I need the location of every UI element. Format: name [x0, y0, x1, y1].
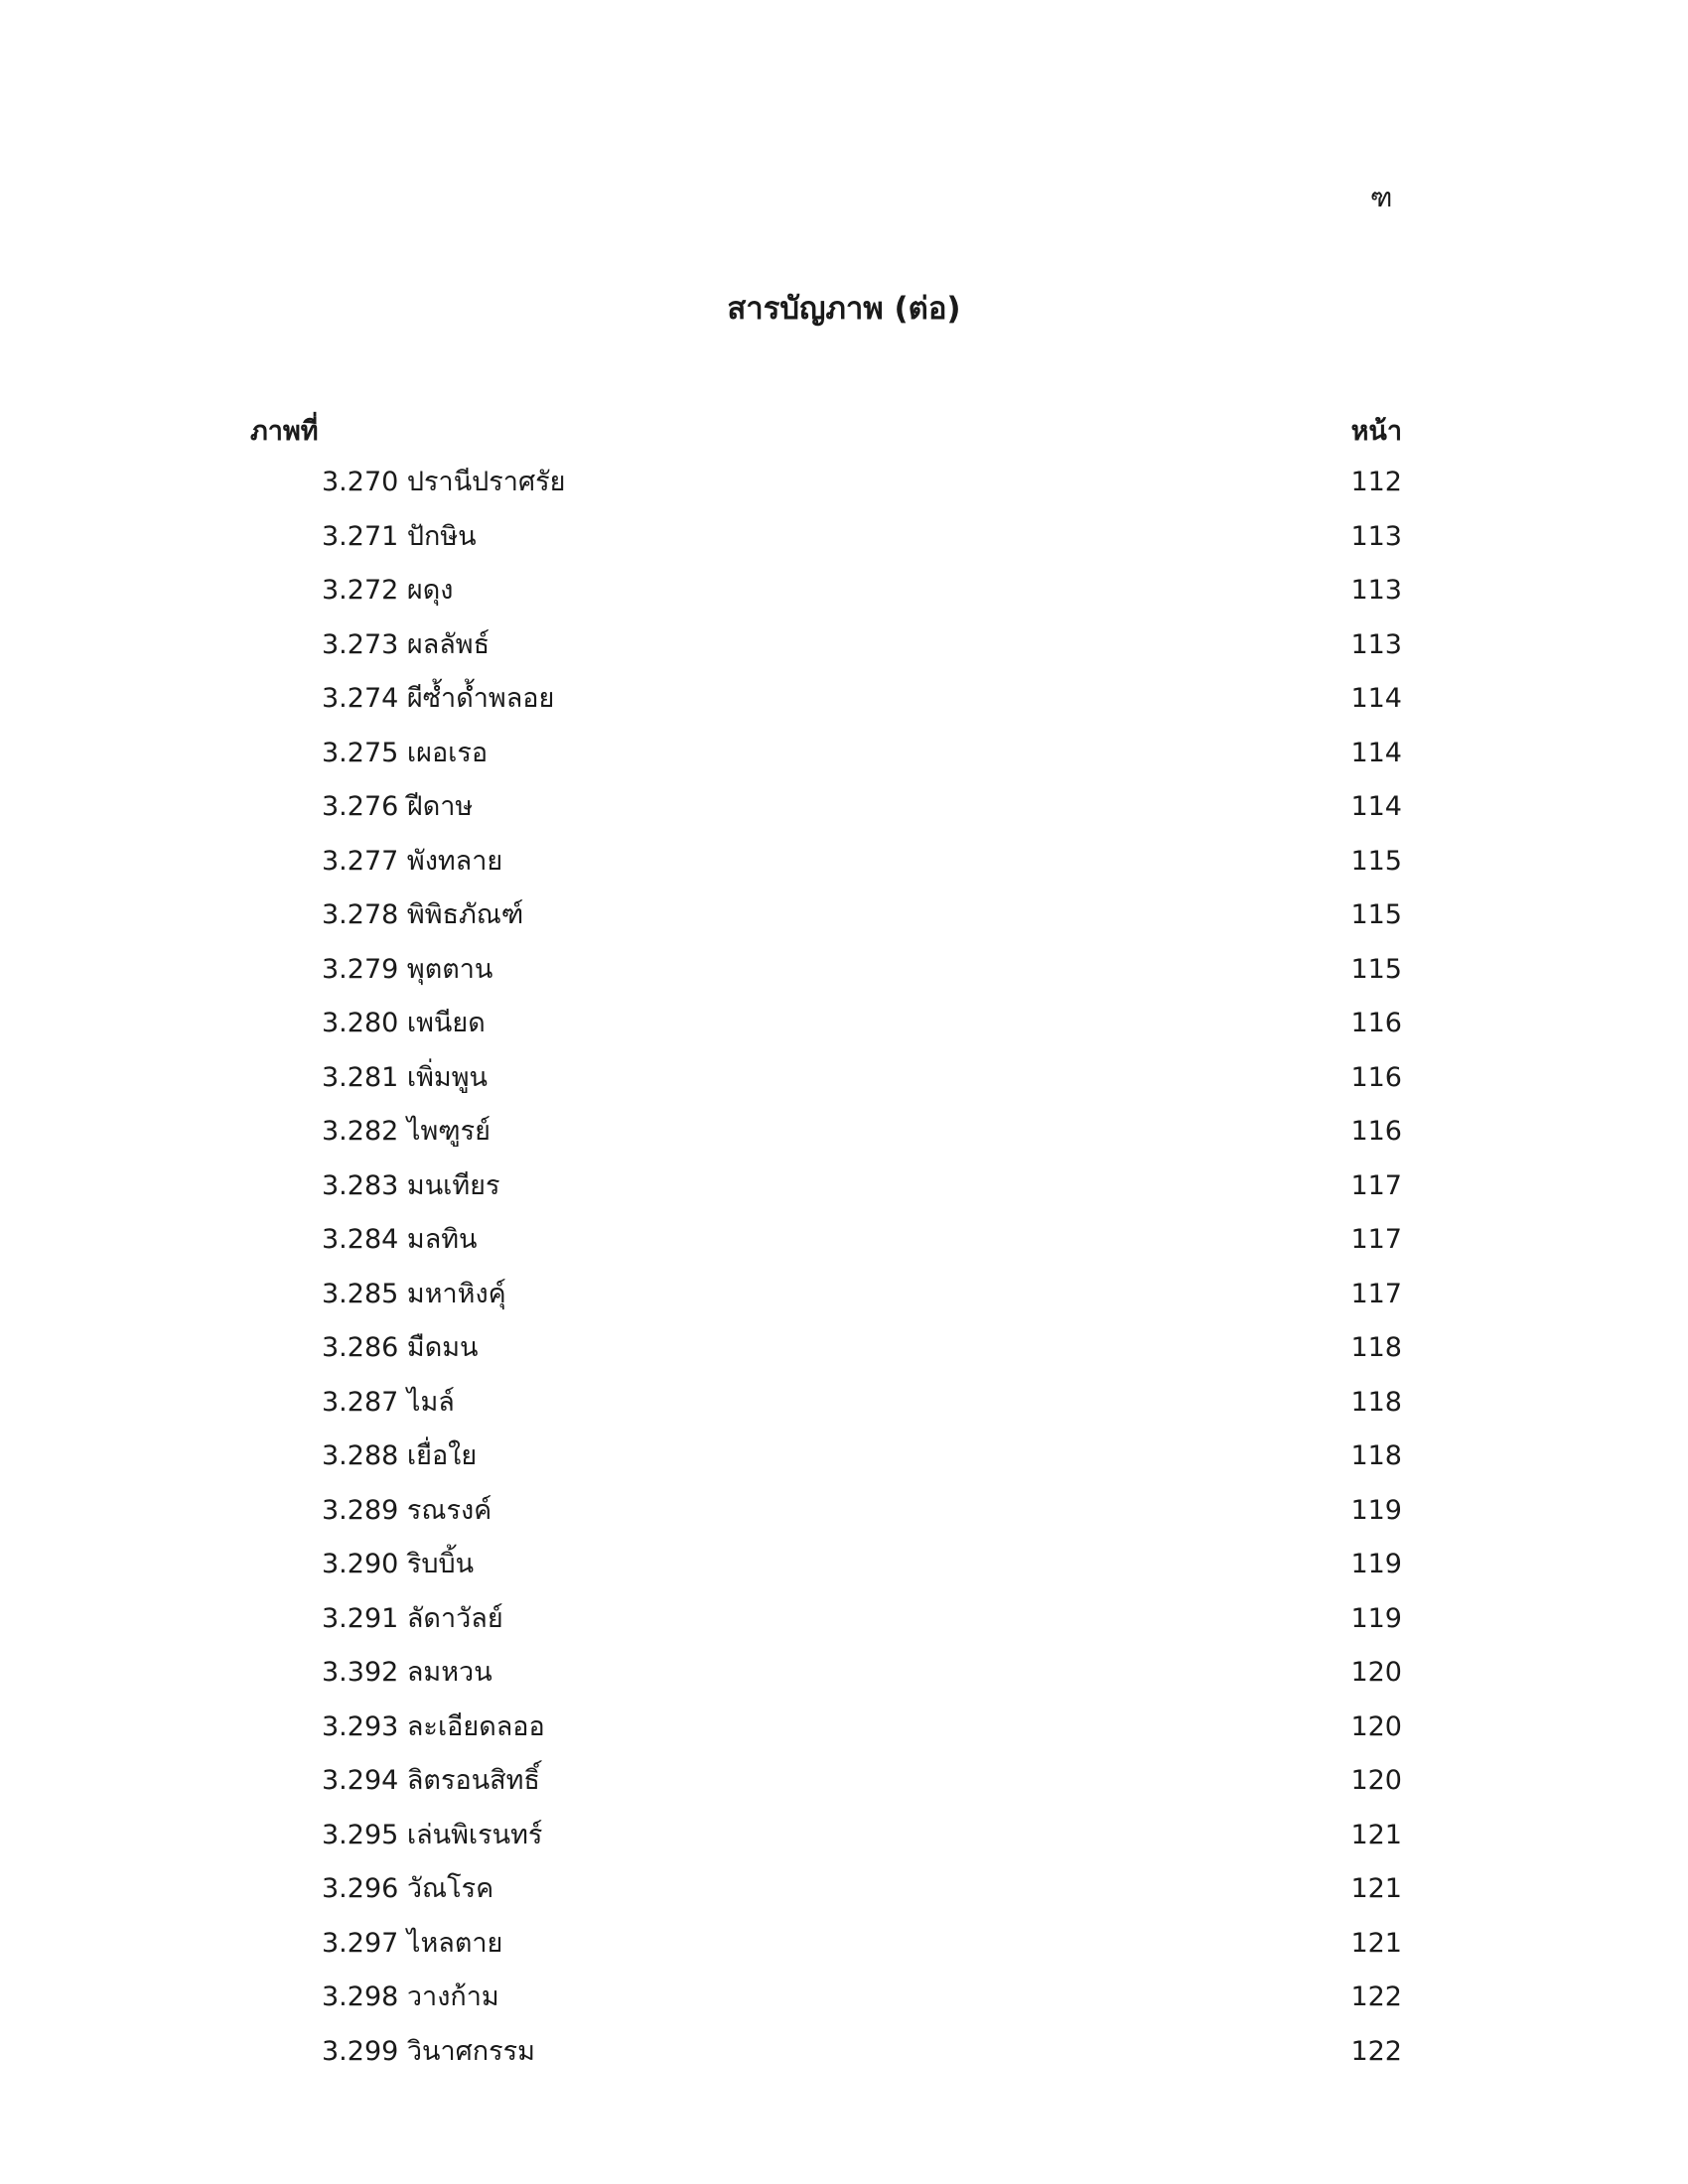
list-item [250, 1818, 1402, 1872]
figure-label [322, 1168, 500, 1204]
list-item [250, 1006, 1402, 1060]
figure-label [322, 897, 523, 933]
figure-label [322, 519, 477, 555]
figure-label [322, 1438, 477, 1474]
list-item [250, 1438, 1402, 1493]
list-item [250, 2034, 1402, 2089]
figure-label [322, 1330, 478, 1366]
figure-label [322, 1493, 492, 1529]
page-ref: 119 [1350, 1494, 1402, 1526]
list-item [250, 1114, 1402, 1168]
list-item [250, 1330, 1402, 1385]
page-ref: 116 [1350, 1008, 1402, 1038]
figure-number: 3.296 [322, 1873, 399, 1904]
page-ref: 122 [1350, 1981, 1402, 2012]
figure-name: วางก้าม [406, 1981, 499, 2012]
figure-name: พังทลาย [406, 845, 503, 877]
figure-label [322, 1979, 499, 2015]
page-ref: 121 [1350, 1927, 1402, 1959]
list-item [250, 1601, 1402, 1656]
figure-label [322, 681, 554, 717]
figure-name: ไพฑูรย์ [406, 1116, 492, 1147]
figure-label [322, 2034, 535, 2070]
figure-label [322, 1871, 493, 1907]
figure-name: ละเอียดลออ [406, 1710, 545, 1742]
page-column-header: หน้า [1350, 416, 1402, 447]
figure-name: พุตตาน [406, 953, 493, 985]
page-ref: 117 [1350, 1278, 1402, 1309]
list-item [250, 736, 1402, 790]
page-number: ฑ [1370, 183, 1393, 213]
figure-number: 3.280 [322, 1008, 399, 1038]
figure-number: 3.392 [322, 1657, 399, 1688]
list-item [250, 1493, 1402, 1548]
figure-name: มลทิน [406, 1224, 478, 1255]
figure-label [322, 1006, 486, 1041]
figure-name: พิพิธภัณฑ์ [406, 899, 524, 930]
figure-label [322, 1709, 545, 1745]
figure-name: ลิตรอนสิทธิ์ [406, 1765, 540, 1796]
figure-number: 3.282 [322, 1116, 399, 1147]
figure-name: ผดุง [406, 575, 454, 606]
page-ref: 117 [1350, 1169, 1402, 1201]
figure-name: เล่นพิเรนทร์ [406, 1819, 543, 1850]
figure-number: 3.289 [322, 1494, 399, 1526]
figure-name: ไมล์ [406, 1386, 455, 1418]
figure-label [322, 573, 453, 609]
figure-number: 3.281 [322, 1061, 399, 1093]
page-ref: 115 [1350, 899, 1402, 930]
figure-name: ฝีดาษ [406, 791, 474, 822]
figure-label [322, 1818, 542, 1853]
page-ref: 120 [1350, 1765, 1402, 1796]
page-ref: 115 [1350, 845, 1402, 877]
list-item [250, 1277, 1402, 1331]
list-item [250, 952, 1402, 1007]
list-item [250, 1655, 1402, 1709]
figure-list [250, 465, 1402, 2088]
list-item [250, 627, 1402, 682]
figure-label [322, 1601, 503, 1637]
figure-name: ลมหวน [406, 1657, 492, 1688]
figure-number: 3.286 [322, 1332, 399, 1363]
figure-name: ลัดาวัลย์ [406, 1602, 503, 1634]
figure-label [322, 844, 502, 880]
list-item [250, 1168, 1402, 1223]
figure-name: เพนียด [406, 1008, 486, 1038]
figure-label [322, 952, 492, 988]
figure-label [322, 1222, 478, 1258]
figure-number: 3.273 [322, 628, 399, 660]
figure-name: เยื่อใย [406, 1440, 478, 1471]
figure-number: 3.279 [322, 953, 399, 985]
figure-name: ปักษิน [406, 520, 477, 552]
list-item [250, 681, 1402, 736]
figure-number: 3.295 [322, 1819, 399, 1850]
figure-name: เพิ่มพูน [406, 1061, 488, 1093]
list-item [250, 1763, 1402, 1818]
page-ref: 114 [1350, 683, 1402, 714]
page-ref: 115 [1350, 953, 1402, 985]
list-item [250, 1060, 1402, 1115]
figure-label [322, 1547, 474, 1582]
page-ref: 119 [1350, 1602, 1402, 1634]
page-ref: 116 [1350, 1061, 1402, 1093]
list-item [250, 789, 1402, 844]
figure-label [322, 1926, 502, 1962]
page-ref: 118 [1350, 1332, 1402, 1363]
page-ref: 118 [1350, 1440, 1402, 1471]
page-ref: 113 [1350, 575, 1402, 606]
figure-name: วินาศกรรม [406, 2035, 535, 2067]
figure-number: 3.297 [322, 1927, 399, 1959]
list-item [250, 1979, 1402, 2034]
page-ref: 118 [1350, 1386, 1402, 1418]
figure-label [322, 627, 490, 663]
figure-label [322, 1655, 492, 1691]
figure-number: 3.275 [322, 737, 399, 768]
figure-label [322, 736, 488, 771]
list-item [250, 1871, 1402, 1926]
figure-label [322, 1763, 540, 1799]
figure-number: 3.293 [322, 1710, 399, 1742]
figure-number: 3.278 [322, 899, 399, 930]
page-ref: 120 [1350, 1657, 1402, 1688]
figure-number: 3.270 [322, 467, 399, 497]
figure-number: 3.271 [322, 520, 399, 552]
page-ref: 112 [1350, 467, 1402, 497]
figure-name: ริบบิ้น [406, 1549, 475, 1579]
list-item [250, 897, 1402, 952]
page-ref: 116 [1350, 1116, 1402, 1147]
list-item [250, 519, 1402, 574]
figure-number: 3.287 [322, 1386, 399, 1418]
list-item [250, 465, 1402, 519]
figure-number: 3.294 [322, 1765, 399, 1796]
list-item [250, 844, 1402, 898]
figure-name: เผอเรอ [406, 737, 489, 768]
page-ref: 120 [1350, 1710, 1402, 1742]
page-ref: 121 [1350, 1819, 1402, 1850]
page-ref: 114 [1350, 791, 1402, 822]
figure-name: ผลลัพธ์ [406, 628, 491, 660]
figure-name: ปรานีปราศรัย [406, 467, 566, 497]
figure-name: มืดมน [406, 1332, 479, 1363]
page-ref: 122 [1350, 2035, 1402, 2067]
list-header [250, 409, 1402, 449]
page-ref: 113 [1350, 628, 1402, 660]
figure-name: ไหลตาย [406, 1927, 503, 1959]
figure-number: 3.288 [322, 1440, 399, 1471]
figure-number: 3.284 [322, 1224, 399, 1255]
list-item [250, 1222, 1402, 1277]
figure-name: ผีซ้ำด้ำพลอย [406, 683, 555, 714]
figure-number: 3.277 [322, 845, 399, 877]
figure-label [322, 789, 473, 825]
figure-number: 3.298 [322, 1981, 399, 2012]
list-item [250, 1926, 1402, 1980]
figure-label [322, 1114, 491, 1150]
figure-number: 3.299 [322, 2035, 399, 2067]
figure-number: 3.285 [322, 1278, 399, 1309]
list-item [250, 573, 1402, 627]
list-item [250, 1709, 1402, 1764]
figure-name: มหาหิงคุ์ [406, 1278, 506, 1309]
figure-label [322, 1277, 506, 1312]
page-ref: 113 [1350, 520, 1402, 552]
figure-number: 3.290 [322, 1549, 399, 1579]
figure-number: 3.291 [322, 1602, 399, 1634]
figure-column-header: ภาพที่ [250, 416, 319, 447]
figure-number: 3.274 [322, 683, 399, 714]
page-ref: 121 [1350, 1873, 1402, 1904]
figure-label [322, 1060, 488, 1096]
page-ref: 117 [1350, 1224, 1402, 1255]
page-ref: 114 [1350, 737, 1402, 768]
list-item [250, 1385, 1402, 1439]
page-title: สารบัญภาพ (ต่อ) [727, 291, 961, 327]
figure-number: 3.283 [322, 1169, 399, 1201]
figure-name: รณรงค์ [406, 1494, 492, 1526]
figure-number: 3.272 [322, 575, 399, 606]
page-ref: 119 [1350, 1549, 1402, 1579]
list-item [250, 1547, 1402, 1601]
figure-label [322, 1385, 455, 1421]
figure-number: 3.276 [322, 791, 399, 822]
figure-label [322, 465, 565, 500]
figure-name: วัณโรค [406, 1873, 494, 1904]
figure-name: มนเทียร [406, 1169, 500, 1201]
